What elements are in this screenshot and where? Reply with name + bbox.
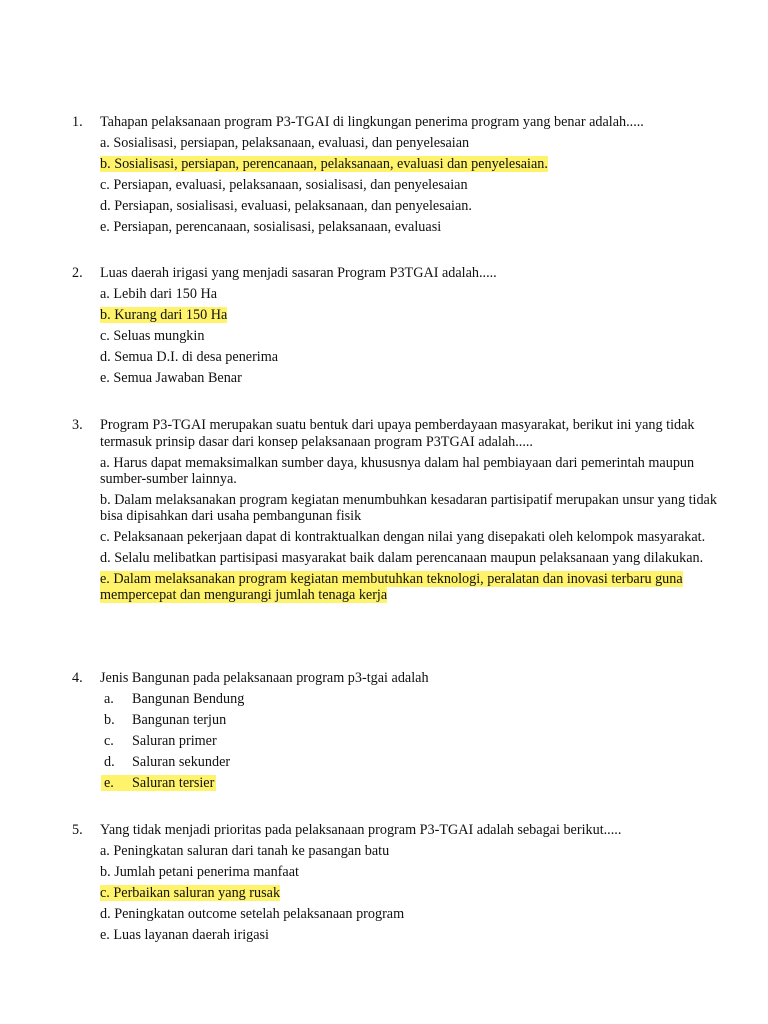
option-b: b. Dalam melaksanakan program kegiatan menumbuhkan kesadaran partisipatif merupakan unsur yang tidak bisa dipisahkan dari usaha pembangunan fisik (100, 492, 717, 524)
question-number: 2. (72, 265, 83, 281)
question-5 (72, 822, 722, 943)
question-text: Program P3-TGAI merupakan suatu bentuk dari upaya pemberdayaan masyarakat, berikut ini yang tidak termasuk prinsip dasar dari konsep pelaksanaan program P3TGAI adalah..... (100, 417, 695, 450)
option-e: e. Persiapan, perencanaan, sosialisasi, pelaksanaan, evaluasi (100, 219, 442, 235)
option-a (104, 691, 722, 707)
option-e-answer (101, 775, 722, 791)
option-e: e. Semua Jawaban Benar (100, 370, 242, 386)
option-c: c. Pelaksanaan pekerjaan dapat di kontraktualkan dengan nilai yang disepakati oleh kelompok masyarakat. (100, 529, 706, 545)
question-1 (72, 114, 722, 235)
option-b-answer (100, 156, 722, 172)
question-2 (72, 265, 722, 386)
option-b-answer (100, 307, 722, 323)
question-text: Luas daerah irigasi yang menjadi sasaran Program P3TGAI adalah..... (100, 265, 497, 281)
option-c-answer (100, 885, 722, 901)
question-3 (72, 417, 722, 603)
option-b: b. Jumlah petani penerima manfaat (100, 864, 299, 880)
option-d: d. Semua D.I. di desa penerima (100, 349, 279, 365)
option-label: Saluran primer (132, 733, 217, 749)
highlighted-answer: b. Kurang dari 150 Ha (100, 307, 228, 323)
question-text: Jenis Bangunan pada pelaksanaan program p3-tgai adalah (100, 670, 429, 686)
option-c: c. Seluas mungkin (100, 328, 205, 344)
highlighted-answer: c. Perbaikan saluran yang rusak (100, 885, 281, 901)
option-d (104, 754, 722, 770)
question-text: Yang tidak menjadi prioritas pada pelaksanaan program P3-TGAI adalah sebagai berikut..... (100, 822, 622, 838)
question-text: Tahapan pelaksanaan program P3-TGAI di lingkungan penerima program yang benar adalah..... (100, 114, 644, 130)
highlighted-answer: b. Sosialisasi, persiapan, perencanaan, pelaksanaan, evaluasi dan penyelesaian. (100, 156, 548, 172)
question-4 (72, 670, 722, 791)
option-label: Bangunan terjun (132, 712, 227, 728)
option-b (104, 712, 722, 728)
question-number: 5. (72, 822, 83, 838)
option-d: d. Selalu melibatkan partisipasi masyarakat baik dalam perencanaan maupun pelaksanaan yang dilakukan. (100, 550, 704, 566)
option-letter: a. (104, 691, 114, 707)
option-letter: e. (104, 775, 114, 791)
option-c: c. Persiapan, evaluasi, pelaksanaan, sosialisasi, dan penyelesaian (100, 177, 468, 193)
option-e-answer (100, 571, 722, 603)
option-e: e. Luas layanan daerah irigasi (100, 927, 269, 943)
option-a: a. Lebih dari 150 Ha (100, 286, 218, 302)
question-number: 4. (72, 670, 83, 686)
option-label: Saluran sekunder (132, 754, 231, 770)
highlighted-answer (101, 775, 216, 791)
option-label: Bangunan Bendung (132, 691, 245, 707)
question-number: 1. (72, 114, 83, 130)
option-letter: c. (104, 733, 114, 749)
highlighted-answer: e. Dalam melaksanakan program kegiatan membutuhkan teknologi, peralatan dan inovasi terbaru guna mempercepat dan mengurangi jumlah tenaga kerja (100, 571, 683, 603)
option-a: a. Harus dapat memaksimalkan sumber daya, khususnya dalam hal pembiayaan dari pemerintah maupun sumber-sumber lainnya. (100, 455, 695, 487)
question-number: 3. (72, 417, 83, 433)
option-letter: b. (104, 712, 115, 728)
option-a: a. Peningkatan saluran dari tanah ke pasangan batu (100, 843, 390, 859)
option-a: a. Sosialisasi, persiapan, pelaksanaan, evaluasi, dan penyelesaian (100, 135, 470, 151)
option-label: Saluran tersier (132, 775, 215, 791)
option-d: d. Persiapan, sosialisasi, evaluasi, pelaksanaan, dan penyelesaian. (100, 198, 472, 214)
option-letter: d. (104, 754, 115, 770)
option-d: d. Peningkatan outcome setelah pelaksanaan program (100, 906, 405, 922)
option-c (104, 733, 722, 749)
